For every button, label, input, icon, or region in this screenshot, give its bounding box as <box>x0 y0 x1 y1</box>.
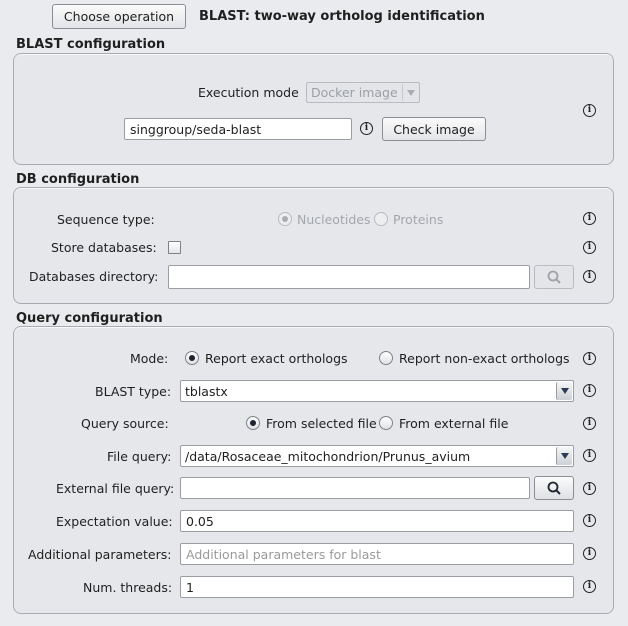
info-icon[interactable]: i <box>583 417 596 430</box>
external-file-query-label: External file query: <box>56 481 175 496</box>
expectation-value-label: Expectation value: <box>56 514 173 529</box>
store-databases-label: Store databases: <box>51 240 157 255</box>
mode-nonexact-label: Report non-exact orthologs <box>399 351 570 366</box>
mode-exact-radio[interactable] <box>185 351 199 365</box>
num-threads-label: Num. threads: <box>83 580 173 595</box>
chevron-down-icon <box>556 447 572 465</box>
file-query-value: /data/Rosaceae_mitochondrion/Prunus_avium <box>185 448 471 464</box>
check-image-button[interactable]: Check image <box>382 117 486 141</box>
store-databases-checkbox[interactable] <box>168 241 181 254</box>
info-icon[interactable]: i <box>583 270 596 283</box>
db-config-title: DB configuration <box>16 172 140 187</box>
choose-operation-button[interactable]: Choose operation <box>52 4 186 29</box>
blast-type-select[interactable] <box>180 380 574 402</box>
info-icon[interactable]: i <box>583 241 596 254</box>
databases-directory-browse-button[interactable] <box>534 265 574 289</box>
execution-mode-label: Execution mode <box>198 85 299 100</box>
info-icon[interactable]: i <box>360 122 373 135</box>
info-icon[interactable]: i <box>583 547 596 560</box>
from-selected-label: From selected file <box>266 416 377 431</box>
query-config-panel <box>13 326 614 614</box>
info-icon[interactable]: i <box>583 212 596 225</box>
info-icon[interactable]: i <box>583 352 596 365</box>
blast-config-title: BLAST configuration <box>16 37 166 52</box>
nucleotides-radio[interactable] <box>278 212 292 226</box>
search-icon <box>535 477 575 499</box>
query-source-label: Query source: <box>81 416 169 431</box>
sequence-type-label: Sequence type: <box>57 212 155 227</box>
expectation-value-input[interactable] <box>180 510 574 532</box>
execution-mode-value: Docker image <box>311 85 398 100</box>
num-threads-value: 1 <box>186 579 194 595</box>
mode-exact-label: Report exact orthologs <box>205 351 348 366</box>
query-config-title: Query configuration <box>16 311 163 326</box>
docker-image-input[interactable] <box>124 118 352 140</box>
num-threads-input[interactable] <box>180 576 574 598</box>
external-file-query-input[interactable] <box>180 477 530 499</box>
blast-type-label: BLAST type: <box>95 384 172 399</box>
databases-directory-label: Databases directory: <box>29 269 159 284</box>
chevron-down-icon <box>556 382 572 400</box>
info-icon[interactable]: i <box>583 580 596 593</box>
expectation-value-value: 0.05 <box>186 513 214 529</box>
file-query-label: File query: <box>107 449 172 464</box>
execution-mode-select[interactable] <box>306 82 420 103</box>
chevron-down-icon <box>402 84 418 101</box>
mode-label: Mode: <box>130 351 169 366</box>
info-icon[interactable]: i <box>583 514 596 527</box>
databases-directory-input[interactable] <box>168 265 530 289</box>
file-query-select[interactable] <box>180 445 574 467</box>
additional-parameters-placeholder: Additional parameters for blast <box>186 546 381 562</box>
proteins-label: Proteins <box>393 212 444 227</box>
info-icon[interactable]: i <box>583 104 596 117</box>
external-file-browse-button[interactable] <box>534 476 574 500</box>
from-external-label: From external file <box>399 416 509 431</box>
docker-image-value: singgroup/seda-blast <box>130 121 262 137</box>
from-selected-radio[interactable] <box>246 416 260 430</box>
nucleotides-label: Nucleotides <box>297 212 371 227</box>
proteins-radio[interactable] <box>374 212 388 226</box>
blast-config-panel <box>13 53 614 165</box>
additional-parameters-label: Additional parameters: <box>28 547 172 562</box>
search-icon <box>535 266 575 288</box>
info-icon[interactable]: i <box>583 482 596 495</box>
mode-nonexact-radio[interactable] <box>379 351 393 365</box>
from-external-radio[interactable] <box>379 416 393 430</box>
info-icon[interactable]: i <box>583 449 596 462</box>
operation-title: BLAST: two-way ortholog identification <box>199 9 485 24</box>
additional-parameters-input[interactable] <box>180 543 574 565</box>
info-icon[interactable]: i <box>583 384 596 397</box>
blast-type-value: tblastx <box>185 383 228 399</box>
